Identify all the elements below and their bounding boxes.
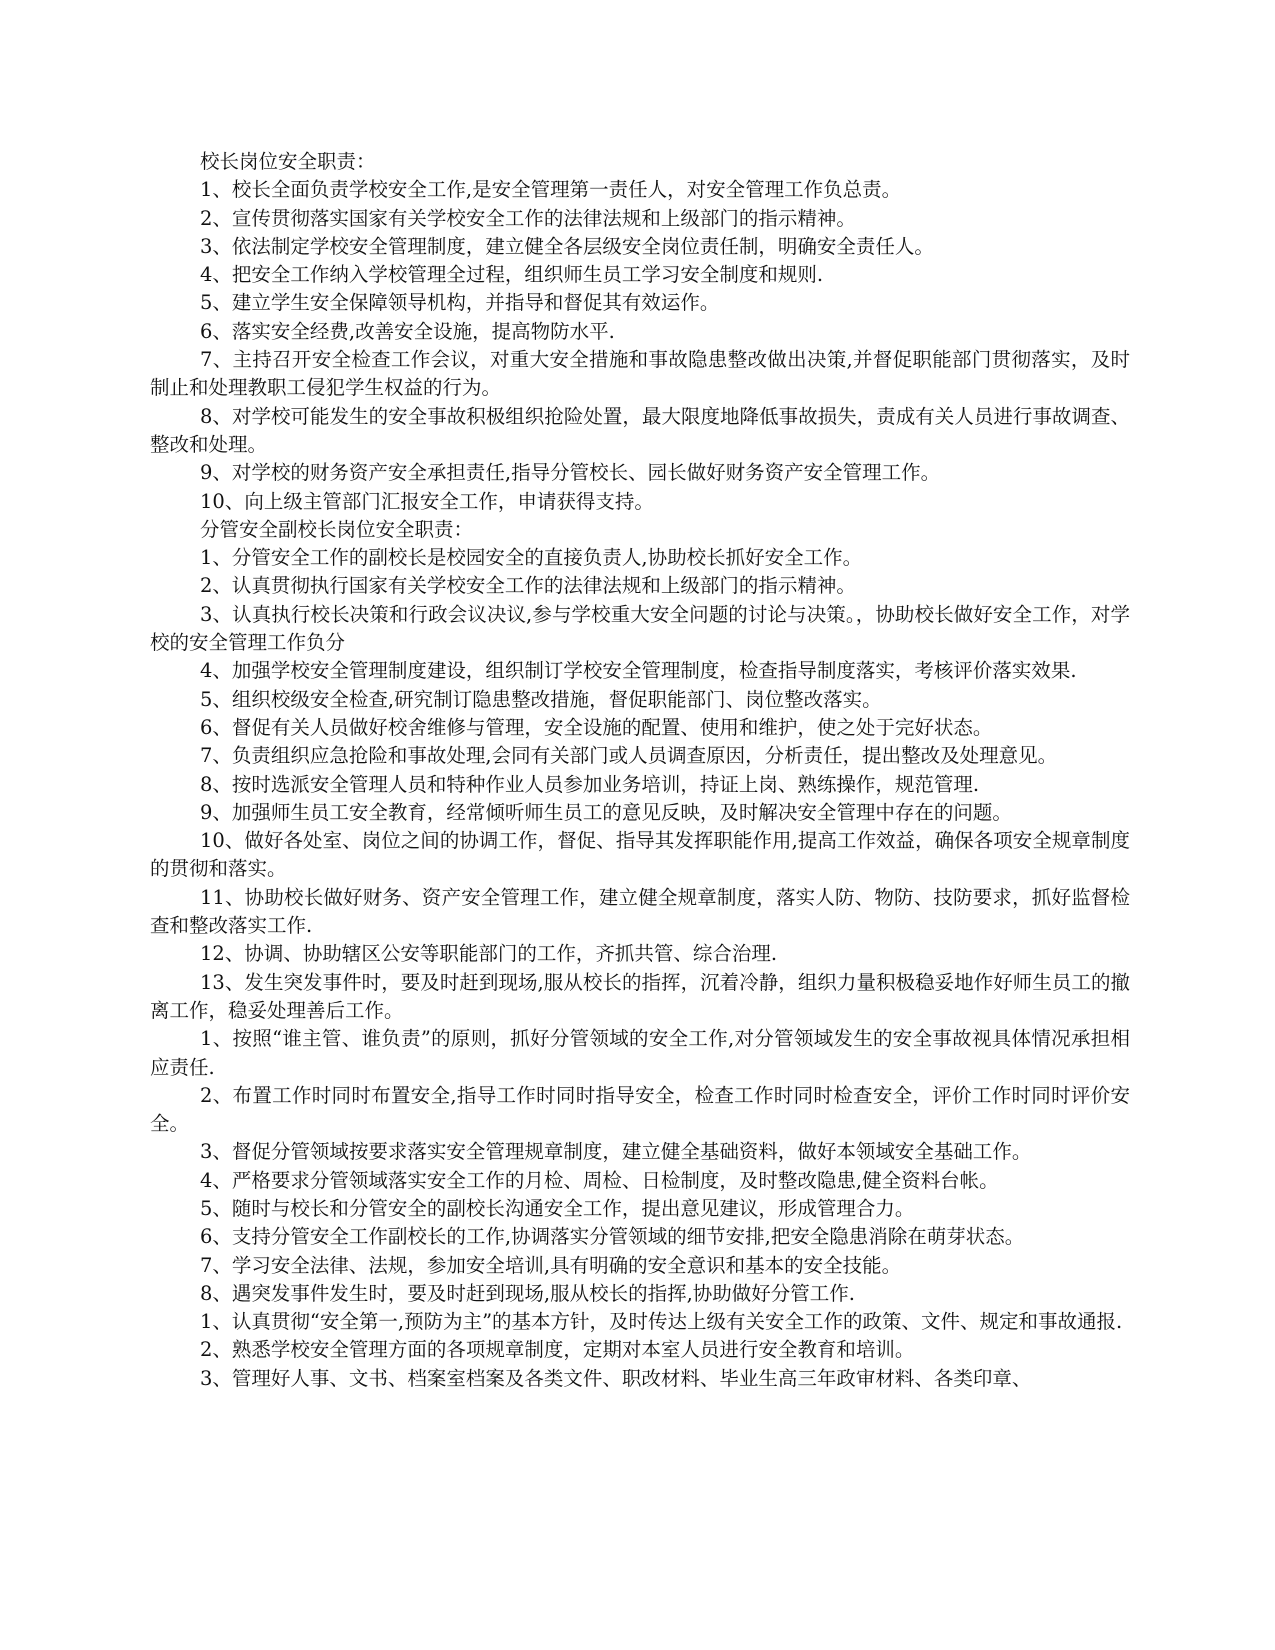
- list-item: 8、按时选派安全管理人员和特种作业人员参加业务培训，持证上岗、熟练操作，规范管理.: [200, 772, 980, 796]
- document-page: [150, 148, 1130, 1393]
- list-item: 5、组织校级安全检查,研究制订隐患整改措施，督促职能部门、岗位整改落实。: [200, 687, 882, 711]
- list-item: 6、落实安全经费,改善安全设施，提高物防水平.: [200, 319, 615, 343]
- list-item: 1、认真贯彻“安全第一,预防为主”的基本方针，及时传达上级有关安全工作的政策、文件、规定和事故通报.: [200, 1310, 1123, 1334]
- list-item: 11、协助校长做好财务、资产安全管理工作，建立健全规章制度，落实人防、物防、技防要求，抓好监督检查和整改落实工作.: [150, 885, 1130, 938]
- list-item: 7、负责组织应急抢险和事故处理,会同有关部门或人员调查原因，分析责任，提出整改及处理意见。: [200, 744, 1058, 768]
- list-item: 7、学习安全法律、法规，参加安全培训,具有明确的安全意识和基本的安全技能。: [200, 1253, 902, 1277]
- list-item: 6、督促有关人员做好校舍维修与管理，安全设施的配置、使用和维护，使之处于完好状态。: [200, 715, 993, 739]
- list-item: 8、遇突发事件发生时，要及时赶到现场,服从校长的指挥,协助做好分管工作.: [200, 1281, 856, 1305]
- section-heading-principal: 校长岗位安全职责：: [200, 150, 376, 173]
- list-item: 2、熟悉学校安全管理方面的各项规章制度，定期对本室人员进行安全教育和培训。: [200, 1338, 915, 1362]
- list-item: 5、随时与校长和分管安全的副校长沟通安全工作，提出意见建议，形成管理合力。: [200, 1196, 915, 1220]
- list-item: 1、校长全面负责学校安全工作,是安全管理第一责任人，对安全管理工作负总责。: [200, 178, 902, 202]
- list-item: 5、建立学生安全保障领导机构，并指导和督促其有效运作。: [200, 291, 720, 315]
- list-item: 2、认真贯彻执行国家有关学校安全工作的法律法规和上级部门的指示精神。: [200, 574, 856, 598]
- list-item: 13、发生突发事件时，要及时赶到现场,服从校长的指挥，沉着冷静，组织力量积极稳妥地作好师生员工的撤离工作，稳妥处理善后工作。: [150, 970, 1130, 1022]
- list-item: 4、加强学校安全管理制度建设，组织制订学校安全管理制度，检查指导制度落实，考核评价落实效果.: [200, 659, 1077, 683]
- list-item: 2、布置工作时同时布置安全,指导工作时同时指导安全，检查工作时同时检查安全，评价工作时同时评价安全。: [150, 1083, 1130, 1136]
- section-heading-vice-principal: 分管安全副校长岗位安全职责：: [200, 517, 474, 541]
- list-item: 10、向上级主管部门汇报安全工作，申请获得支持。: [200, 489, 654, 513]
- list-item: 3、依法制定学校安全管理制度，建立健全各层级安全岗位责任制，明确安全责任人。: [200, 234, 934, 258]
- list-item: 3、督促分管领域按要求落实安全管理规章制度，建立健全基础资料，做好本领域安全基础工作。: [200, 1140, 1032, 1164]
- list-item: 8、对学校可能发生的安全事故积极组织抢险处置，最大限度地降低事故损失，责成有关人员进行事故调查、整改和处理。: [150, 404, 1130, 456]
- list-item: 4、把安全工作纳入学校管理全过程，组织师生员工学习安全制度和规则.: [200, 263, 824, 287]
- list-item: 10、做好各处室、岗位之间的协调工作，督促、指导其发挥职能作用,提高工作效益，确保各项安全规章制度的贯彻和落实。: [150, 829, 1130, 881]
- list-item: 1、分管安全工作的副校长是校园安全的直接负责人,协助校长抓好安全工作。: [200, 546, 863, 570]
- list-item: 6、支持分管安全工作副校长的工作,协调落实分管领域的细节安排,把安全隐患消除在萌芽状态。: [200, 1225, 1025, 1249]
- list-item: 9、对学校的财务资产安全承担责任,指导分管校长、园长做好财务资产安全管理工作。: [200, 461, 941, 485]
- list-item: 2、宣传贯彻落实国家有关学校安全工作的法律法规和上级部门的指示精神。: [200, 206, 856, 230]
- list-item: 1、按照“谁主管、谁负责”的原则，抓好分管领域的安全工作,对分管领域发生的安全事故视具体情况承担相应责任.: [150, 1027, 1130, 1079]
- list-item: 12、协调、协助辖区公安等职能部门的工作，齐抓共管、综合治理.: [200, 942, 778, 966]
- list-item: 4、严格要求分管领域落实安全工作的月检、周检、日检制度，及时整改隐患,健全资料台帐。: [200, 1168, 999, 1192]
- list-item: 3、认真执行校长决策和行政会议决议,参与学校重大安全问题的讨论与决策。，协助校长做好安全工作，对学校的安全管理工作负分: [150, 602, 1130, 655]
- list-item: 3、管理好人事、文书、档案室档案及各类文件、职改材料、毕业生高三年政审材料、各类印章、: [200, 1366, 1032, 1390]
- list-item: 7、主持召开安全检查工作会议，对重大安全措施和事故隐患整改做出决策,并督促职能部门贯彻落实，及时制止和处理教职工侵犯学生权益的行为。: [150, 348, 1130, 400]
- list-item: 9、加强师生员工安全教育，经常倾听师生员工的意见反映，及时解决安全管理中存在的问题。: [200, 800, 1012, 824]
